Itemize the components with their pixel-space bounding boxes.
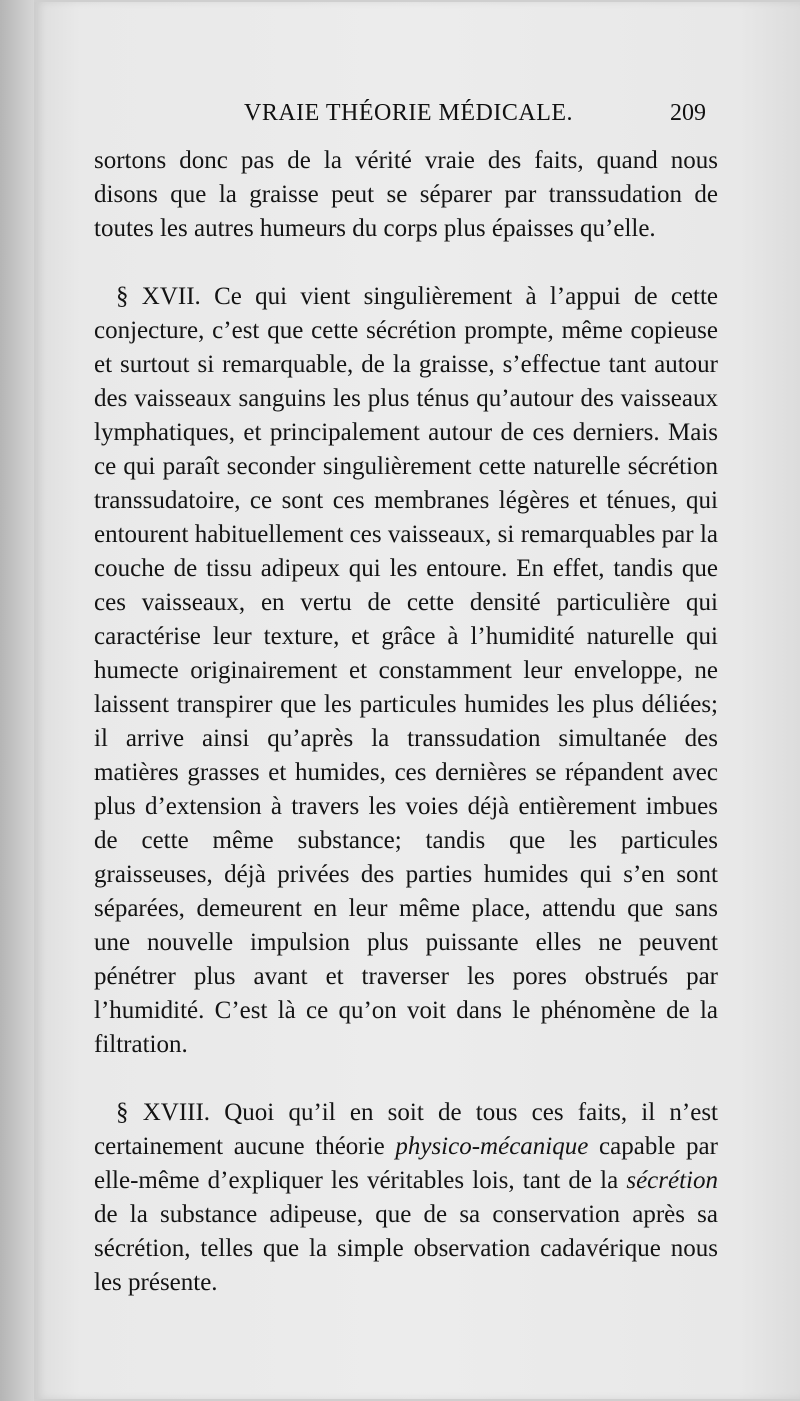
paragraph-section-18	[94, 1096, 718, 1300]
paragraph-section-18-text-a: Quoi qu’il en soit de tous ces faits, il n’est certainement aucune théorie	[94, 1099, 718, 1160]
italic-term-secretion: sécrétion	[626, 1167, 718, 1194]
page-gutter-shadow	[0, 0, 34, 1401]
paragraph-spacer	[94, 246, 718, 280]
section-heading-17: § XVII.	[116, 283, 201, 310]
paragraph-spacer	[94, 1062, 718, 1096]
paragraph-section-17-text: Ce qui vient singulièrement à l’appui de cette conjecture, c’est que cette sécrétion prompte, même copieuse et surtout si remarquable, de la graisse, s’effectue tant autour des vaisseaux sanguins les plus ténus qu’autour des vaisseaux lymphatiques, et principalement autour de ces derniers. Mais ce qui paraît seconder singulièrement cette naturelle sécrétion transsudatoire, ce sont ces membranes légères et ténues, qui entourent habituellement ces vaisseaux, si remarquables par la couche de tissu adipeux qui les entoure. En effet, tandis que ces vaisseaux, en vertu de cette densité particulière qui caractérise leur texture, et grâce à l’humidité naturelle qui humecte originairement et constamment leur enveloppe, ne laissent transpirer que les particules humides les plus déliées; il arrive ainsi qu’après la transsudation simultanée des matières grasses et humides, ces dernières se répandent avec plus d’extension à travers les voies déjà entièrement imbues de cette même substance; tandis que les particules graisseuses, déjà privées des parties humides qui s’en sont séparées, demeurent en leur même place, attendu que sans une nouvelle impulsion plus puissante elles ne peuvent pénétrer plus avant et traverser les pores obstrués par l’humidité. C’est là ce qu’on voit dans le phénomène de la filtration.	[94, 283, 718, 1058]
running-title: VRAIE THÉORIE MÉDICALE.	[244, 100, 574, 126]
paragraph-section-17	[94, 280, 718, 1062]
paragraph-section-18-text-c: de la substance adipeuse, que de sa conservation après sa sécrétion, telles que la simple observation cadavérique nous les présente.	[94, 1201, 718, 1296]
page-body	[94, 144, 718, 1300]
page-number: 209	[670, 100, 706, 126]
paragraph-continuation: sortons donc pas de la vérité vraie des faits, quand nous disons que la graisse peut se séparer par transsudation de toutes les autres humeurs du corps plus épaisses qu’elle.	[94, 147, 718, 242]
italic-term-physico-mecanique: physico-mécanique	[395, 1133, 589, 1160]
paragraph-section-18-text-b: capable par elle-même d’expliquer les véritables lois, tant de la	[94, 1133, 718, 1194]
section-heading-18: § XVIII.	[116, 1099, 211, 1126]
page-header	[94, 100, 710, 136]
